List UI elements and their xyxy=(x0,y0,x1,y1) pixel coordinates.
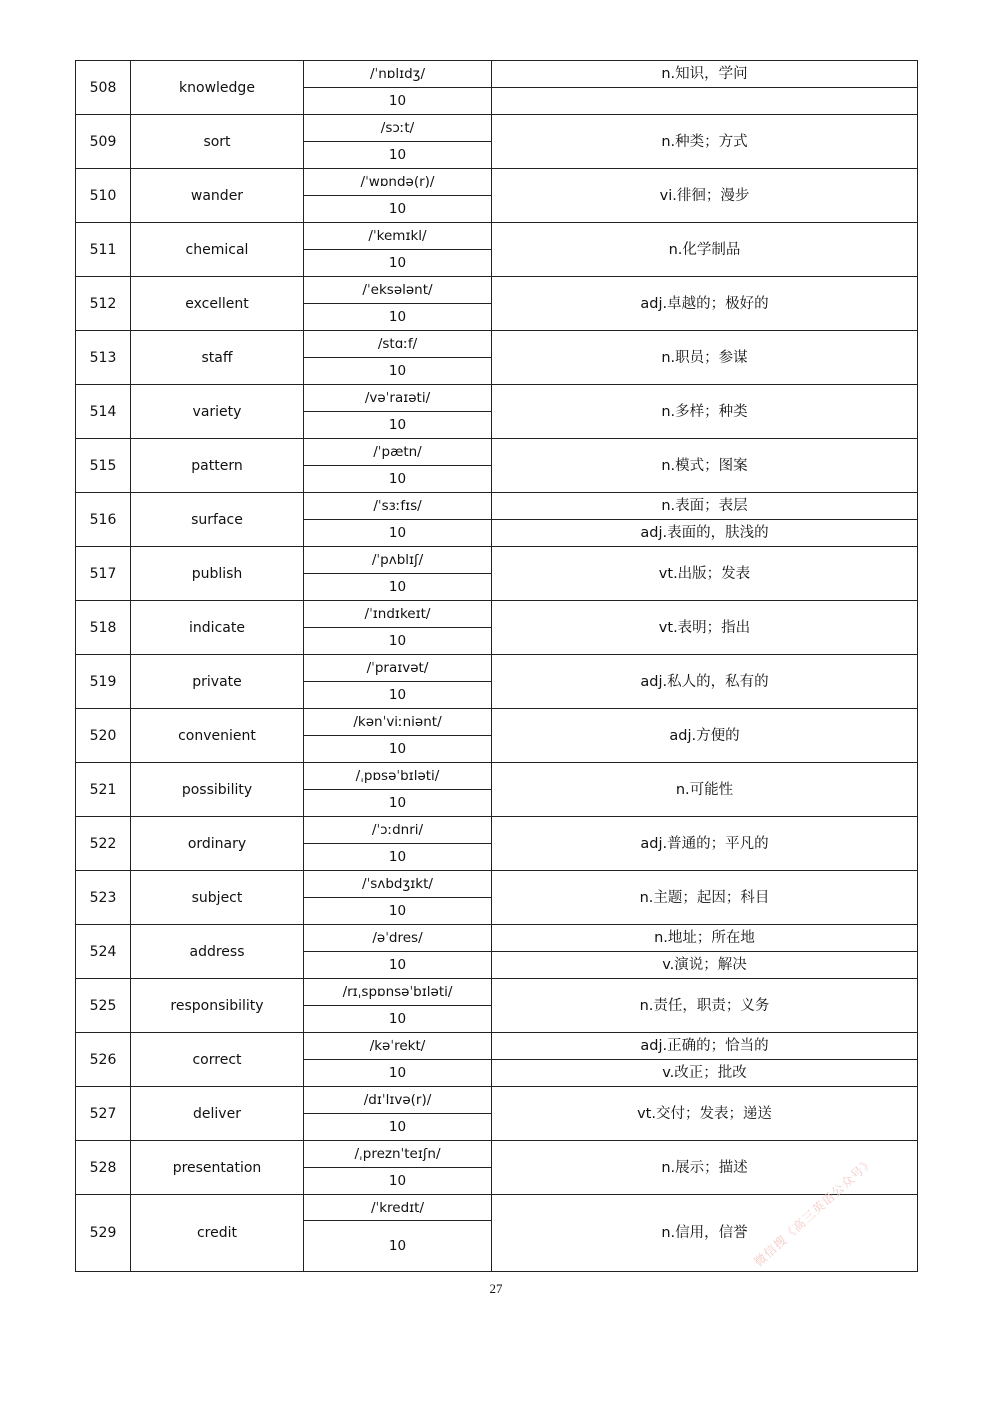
entry-word: convenient xyxy=(131,709,304,763)
entry-word: chemical xyxy=(131,223,304,277)
entry-word: surface xyxy=(131,493,304,547)
entry-word: knowledge xyxy=(131,61,304,115)
entry-phonetic: /ˈsɜːfɪs/ xyxy=(304,493,492,520)
entry-score: 10 xyxy=(304,142,492,169)
table-row xyxy=(76,1033,918,1060)
entry-score: 10 xyxy=(304,88,492,115)
entry-phonetic: /ˈɔːdnri/ xyxy=(304,817,492,844)
entry-phonetic: /ˈsʌbdʒɪkt/ xyxy=(304,871,492,898)
entry-number: 517 xyxy=(76,547,131,601)
table-row xyxy=(76,1087,918,1114)
table-row xyxy=(76,979,918,1006)
entry-word: credit xyxy=(131,1195,304,1272)
entry-phonetic: /ˈeksələnt/ xyxy=(304,277,492,304)
entry-meaning: n.化学制品 xyxy=(492,223,918,277)
entry-score: 10 xyxy=(304,1221,492,1272)
table-row xyxy=(76,763,918,790)
entry-meaning: n.职员；参谋 xyxy=(492,331,918,385)
entry-score: 10 xyxy=(304,250,492,277)
entry-meaning: n.表面；表层 xyxy=(492,493,918,520)
entry-number: 525 xyxy=(76,979,131,1033)
entry-number: 523 xyxy=(76,871,131,925)
entry-score: 10 xyxy=(304,1060,492,1087)
entry-number: 515 xyxy=(76,439,131,493)
entry-phonetic: /ˈpraɪvət/ xyxy=(304,655,492,682)
entry-word: staff xyxy=(131,331,304,385)
table-row xyxy=(76,1195,918,1221)
entry-phonetic: /ˈɪndɪkeɪt/ xyxy=(304,601,492,628)
entry-score: 10 xyxy=(304,358,492,385)
table-row xyxy=(76,439,918,466)
entry-word: wander xyxy=(131,169,304,223)
table-row xyxy=(76,547,918,574)
entry-score: 10 xyxy=(304,304,492,331)
table-row xyxy=(76,169,918,196)
entry-number: 518 xyxy=(76,601,131,655)
entry-meaning: adj.卓越的；极好的 xyxy=(492,277,918,331)
table-row xyxy=(76,223,918,250)
entry-meaning: vi.徘徊；漫步 xyxy=(492,169,918,223)
entry-score: 10 xyxy=(304,1114,492,1141)
table-row xyxy=(76,493,918,520)
entry-number: 511 xyxy=(76,223,131,277)
entry-meaning: n.可能性 xyxy=(492,763,918,817)
entry-phonetic: /rɪˌspɒnsəˈbɪləti/ xyxy=(304,979,492,1006)
entry-word: possibility xyxy=(131,763,304,817)
entry-number: 524 xyxy=(76,925,131,979)
entry-meaning: adj.表面的，肤浅的 xyxy=(492,520,918,547)
entry-score: 10 xyxy=(304,412,492,439)
entry-meaning: adj.方便的 xyxy=(492,709,918,763)
entry-phonetic: /ˈpʌblɪʃ/ xyxy=(304,547,492,574)
entry-word: sort xyxy=(131,115,304,169)
entry-phonetic: /ˌpreznˈteɪʃn/ xyxy=(304,1141,492,1168)
entry-word: variety xyxy=(131,385,304,439)
entry-number: 527 xyxy=(76,1087,131,1141)
entry-number: 526 xyxy=(76,1033,131,1087)
entry-number: 529 xyxy=(76,1195,131,1272)
entry-word: subject xyxy=(131,871,304,925)
entry-score: 10 xyxy=(304,736,492,763)
entry-score: 10 xyxy=(304,790,492,817)
entry-meaning: n.种类；方式 xyxy=(492,115,918,169)
entry-meaning: n.展示；描述 xyxy=(492,1141,918,1195)
entry-phonetic: /stɑːf/ xyxy=(304,331,492,358)
entry-meaning: n.地址；所在地 xyxy=(492,925,918,952)
entry-number: 509 xyxy=(76,115,131,169)
entry-meaning: vt.出版；发表 xyxy=(492,547,918,601)
table-row xyxy=(76,925,918,952)
entry-word: excellent xyxy=(131,277,304,331)
entry-meaning: n.知识，学问 xyxy=(492,61,918,88)
table-row xyxy=(76,601,918,628)
entry-score: 10 xyxy=(304,1006,492,1033)
entry-number: 522 xyxy=(76,817,131,871)
table-row xyxy=(76,871,918,898)
vocabulary-table xyxy=(75,60,918,1272)
entry-score: 10 xyxy=(304,952,492,979)
entry-number: 514 xyxy=(76,385,131,439)
watermark: 微信搜《高三英语公众号》 xyxy=(751,1154,877,1270)
table-row xyxy=(76,277,918,304)
entry-phonetic: /ˈkemɪkl/ xyxy=(304,223,492,250)
entry-meaning: n.模式；图案 xyxy=(492,439,918,493)
entry-meaning: adj.正确的；恰当的 xyxy=(492,1033,918,1060)
entry-number: 528 xyxy=(76,1141,131,1195)
table-row xyxy=(76,61,918,88)
entry-meaning: n.责任，职责；义务 xyxy=(492,979,918,1033)
entry-word: address xyxy=(131,925,304,979)
entry-meaning xyxy=(492,88,918,115)
entry-phonetic: /vəˈraɪəti/ xyxy=(304,385,492,412)
entry-number: 513 xyxy=(76,331,131,385)
entry-word: pattern xyxy=(131,439,304,493)
table-row xyxy=(76,385,918,412)
entry-score: 10 xyxy=(304,898,492,925)
entry-meaning: vt.表明；指出 xyxy=(492,601,918,655)
entry-score: 10 xyxy=(304,1168,492,1195)
entry-meaning: n.信用，信誉 xyxy=(492,1195,918,1272)
entry-number: 520 xyxy=(76,709,131,763)
table-row xyxy=(76,331,918,358)
table-row xyxy=(76,115,918,142)
table-row xyxy=(76,655,918,682)
entry-word: private xyxy=(131,655,304,709)
entry-score: 10 xyxy=(304,196,492,223)
entry-meaning: adj.普通的；平凡的 xyxy=(492,817,918,871)
entry-phonetic: /kəˈrekt/ xyxy=(304,1033,492,1060)
entry-number: 512 xyxy=(76,277,131,331)
table-row xyxy=(76,1141,918,1168)
entry-score: 10 xyxy=(304,682,492,709)
entry-word: ordinary xyxy=(131,817,304,871)
entry-phonetic: /dɪˈlɪvə(r)/ xyxy=(304,1087,492,1114)
entry-word: publish xyxy=(131,547,304,601)
entry-number: 508 xyxy=(76,61,131,115)
entry-phonetic: /kənˈviːniənt/ xyxy=(304,709,492,736)
entry-word: presentation xyxy=(131,1141,304,1195)
entry-meaning: n.主题；起因；科目 xyxy=(492,871,918,925)
entry-word: correct xyxy=(131,1033,304,1087)
entry-word: indicate xyxy=(131,601,304,655)
entry-phonetic: /ˈkredɪt/ xyxy=(304,1195,492,1221)
table-row xyxy=(76,817,918,844)
entry-meaning: v.演说；解决 xyxy=(492,952,918,979)
entry-score: 10 xyxy=(304,574,492,601)
page-number: 27 xyxy=(489,1281,503,1296)
entry-score: 10 xyxy=(304,628,492,655)
entry-phonetic: /ˌpɒsəˈbɪləti/ xyxy=(304,763,492,790)
entry-phonetic: /əˈdres/ xyxy=(304,925,492,952)
entry-meaning: n.多样；种类 xyxy=(492,385,918,439)
entry-number: 521 xyxy=(76,763,131,817)
table-row xyxy=(76,709,918,736)
entry-score: 10 xyxy=(304,520,492,547)
entry-meaning: adj.私人的，私有的 xyxy=(492,655,918,709)
entry-meaning: vt.交付；发表；递送 xyxy=(492,1087,918,1141)
entry-number: 519 xyxy=(76,655,131,709)
entry-word: responsibility xyxy=(131,979,304,1033)
entry-phonetic: /ˈpætn/ xyxy=(304,439,492,466)
entry-phonetic: /sɔːt/ xyxy=(304,115,492,142)
entry-number: 510 xyxy=(76,169,131,223)
entry-number: 516 xyxy=(76,493,131,547)
entry-score: 10 xyxy=(304,844,492,871)
entry-score: 10 xyxy=(304,466,492,493)
entry-phonetic: /ˈwɒndə(r)/ xyxy=(304,169,492,196)
entry-word: deliver xyxy=(131,1087,304,1141)
entry-phonetic: /ˈnɒlɪdʒ/ xyxy=(304,61,492,88)
entry-meaning: v.改正；批改 xyxy=(492,1060,918,1087)
